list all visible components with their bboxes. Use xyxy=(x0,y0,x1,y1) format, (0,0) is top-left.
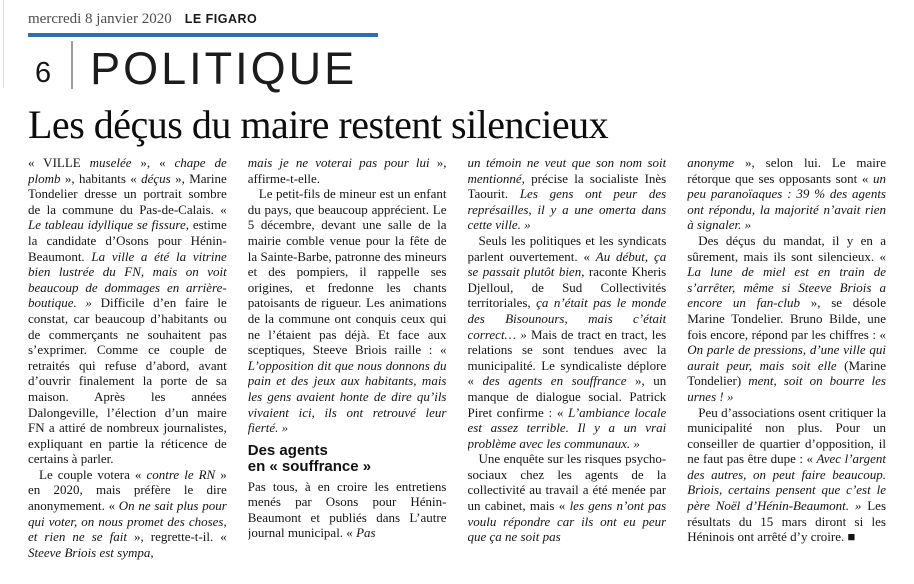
section-title: POLITIQUE xyxy=(90,42,358,94)
article-column-2 xyxy=(248,155,447,577)
article-column-1 xyxy=(28,155,227,577)
edition-date: mercredi 8 janvier 2020 xyxy=(28,11,172,27)
paragraph: mais je ne voterai pas pour lui », affirme-t-elle. xyxy=(247,155,447,186)
page-number: 6 xyxy=(35,57,52,89)
paragraph: Une enquête sur les risques psycho-sociaux chez les agents de la collectivité au travail a été menée par un cabinet, mais « les gens n’ont pas voulu répondre car ils ont eu peur que ça ne soit pas xyxy=(467,451,667,545)
page-fold-line xyxy=(3,0,4,88)
article-headline: Les déçus du maire restent silencieux xyxy=(28,102,609,147)
masthead-topline xyxy=(28,10,914,28)
newspaper-brand: LE FIGARO xyxy=(184,12,258,26)
article-column-3 xyxy=(468,155,667,577)
paragraph: « VILLE muselée », « chape de plomb », habitants « déçus », Marine Tondelier dresse un portrait sombre de la commune du Pas-de-Calais. « Le tableau idyllique se fissure, estime la candidate d’Osons pour Hénin-Beaumont. La ville a été la vitrine bien lustrée du FN, mais on voit beaucoup de dommages en arrière-boutique. » Difficile d’en faire le constat, car beaucoup d’habitants ou de commerçants ne souhaitent pas s’exprimer. Comme ce couple de retraités qui refuse d’abord, avant d’ouvrir finalement la porte de sa maison. Après les années Dalongeville, l’élection d’un maire FN a attiré de nombreux journalistes, expliquant en partie la réticence de certains à parler. xyxy=(28,155,227,467)
paragraph: Le petit-fils de mineur est un enfant du pays, que beaucoup apprécient. Le 5 décembre, devant une salle de la mairie comble venue pour la fête de la Sainte-Barbe, patronne des mineurs et des pompiers, il rappelle ses origines, et fredonne les chants patoisants de rigueur. Les animations de la commune ont conquis ceux qui ne l’étaient pas déjà. Et face aux sceptiques, Steeve Briois raille : « L’opposition dit que nous donnons du pain et des jeux aux habitants, mais les gens avaient honte de dire qu’ils vivaient ici, ils ont retrouvé leur fierté. » xyxy=(247,186,447,436)
masthead xyxy=(0,10,914,94)
article-columns xyxy=(28,155,886,577)
paragraph: Pas tous, à en croire les entretiens menés par Osons pour Hénin-Beaumont et publiés dans L’autre journal municipal. « Pas xyxy=(247,478,447,541)
article-column-4 xyxy=(687,155,886,577)
paragraph: un témoin ne veut que son nom soit mentionné, précise la socialiste Inès Taourit. Les gens ont peur des représailles, il y a une omerta dans cette ville. » xyxy=(467,155,667,233)
paragraph: Des déçus du mandat, il y en a sûrement, mais ils sont silencieux. « La lune de miel est en train de s’arrêter, même si Steeve Briois a encore un fan-club », se désole Marine Tondelier. Bruno Bilde, une fois encore, répond par les chiffres : « On parle de pressions, d’une ville qui aurait peur, mais soit elle (Marine Tondelier) ment, soit on bourre les urnes ! » xyxy=(687,232,886,404)
paragraph: Le couple votera « contre le RN » en 2020, mais préfère le dire anonymement. « On ne sait plus pour qui voter, on nous promet des choses, et rien ne se fait », regrette-t-il. « Steeve Briois est sympa, xyxy=(28,466,227,560)
paragraph: anonyme », selon lui. Le maire rétorque que ses opposants sont « un peu paranoïaques : 39 % des agents ont répondu, la majorité n’avait rien à signaler. » xyxy=(687,155,886,233)
subheading: Des agents en « souffrance » xyxy=(247,441,372,476)
paragraph: Peu d’associations osent critiquer la municipalité non plus. Pour un conseiller de quartier d’opposition, il ne faut pas être dupe : « Avec l’argent des autres, on peut faire beaucoup. Briois, certains pensent que c’est le père Noël d’Hénin-Beaumont. » Les résultats du 15 mars diront si les Héninois ont arrêté d’y croire. ■ xyxy=(687,404,886,545)
section-row xyxy=(28,37,914,94)
paragraph: Seuls les politiques et les syndicats parlent ouvertement. « Au début, ça se passait plutôt bien, raconte Kheris Djelloul, de Sud Collectivités territoriales, ça n’était pas le monde des Bisounours, mais c’était correct… » Mais de tract en tract, les relations se sont tendues avec la municipalité. Le syndicaliste déplore « des agents en souffrance », un manque de dialogue social. Patrick Piret confirme : « L’ambiance locale est assez terrible. Il y a un vrai problème avec les communaux. » xyxy=(467,232,667,451)
